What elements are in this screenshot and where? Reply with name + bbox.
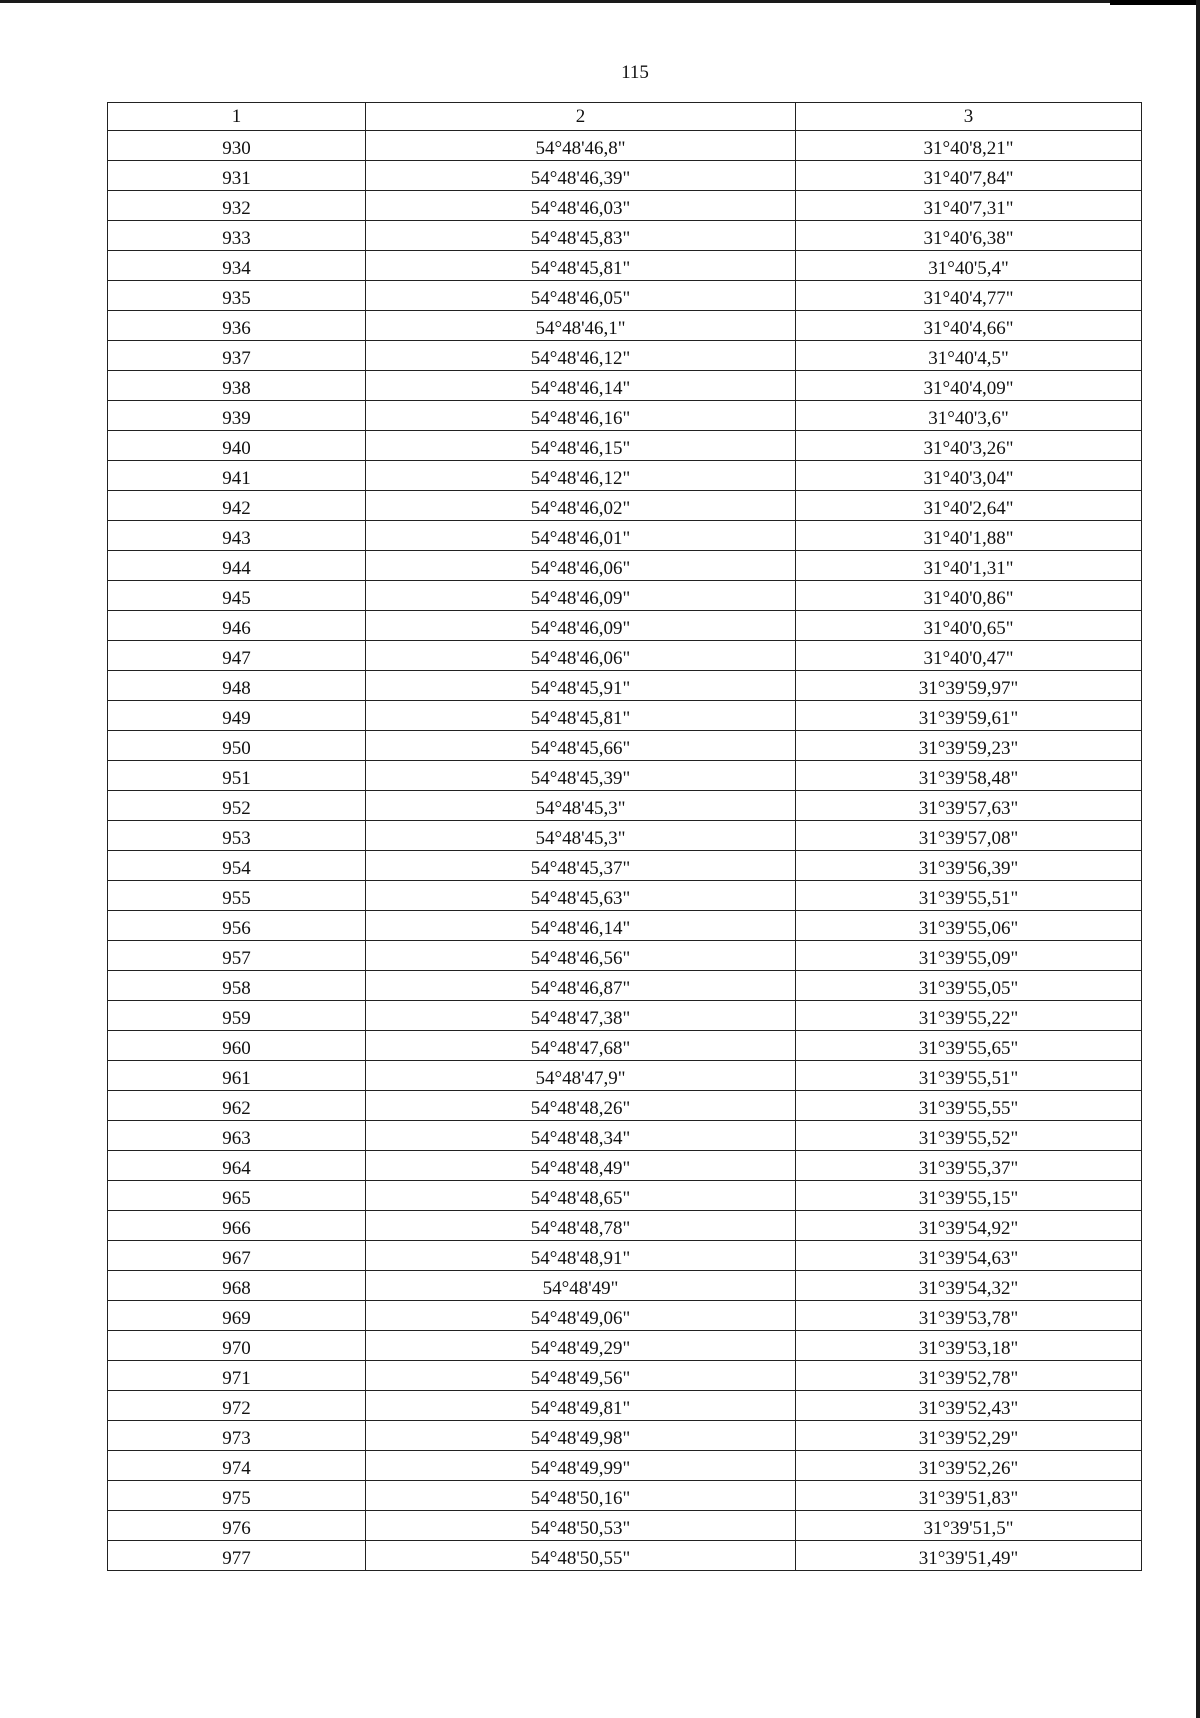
point-number-cell: 955	[108, 881, 366, 911]
point-number-cell: 933	[108, 221, 366, 251]
latitude-cell: 54°48'50,53"	[366, 1511, 796, 1541]
latitude-cell: 54°48'46,12"	[366, 461, 796, 491]
point-number-cell: 960	[108, 1031, 366, 1061]
point-number-cell: 964	[108, 1151, 366, 1181]
longitude-cell: 31°40'0,47"	[796, 641, 1142, 671]
point-number-cell: 962	[108, 1091, 366, 1121]
longitude-cell: 31°39'55,09"	[796, 941, 1142, 971]
table-row	[108, 551, 1142, 581]
table-row	[108, 1451, 1142, 1481]
latitude-cell: 54°48'46,14"	[366, 911, 796, 941]
latitude-cell: 54°48'50,16"	[366, 1481, 796, 1511]
latitude-cell: 54°48'49,98"	[366, 1421, 796, 1451]
longitude-cell: 31°39'59,23"	[796, 731, 1142, 761]
longitude-cell: 31°39'54,92"	[796, 1211, 1142, 1241]
latitude-cell: 54°48'45,66"	[366, 731, 796, 761]
latitude-cell: 54°48'46,06"	[366, 641, 796, 671]
longitude-cell: 31°40'3,26"	[796, 431, 1142, 461]
latitude-cell: 54°48'49,29"	[366, 1331, 796, 1361]
table-row	[108, 611, 1142, 641]
latitude-cell: 54°48'45,37"	[366, 851, 796, 881]
point-number-cell: 970	[108, 1331, 366, 1361]
point-number-cell: 954	[108, 851, 366, 881]
table-row	[108, 941, 1142, 971]
longitude-cell: 31°40'1,88"	[796, 521, 1142, 551]
latitude-cell: 54°48'45,39"	[366, 761, 796, 791]
point-number-cell: 952	[108, 791, 366, 821]
point-number-cell: 969	[108, 1301, 366, 1331]
longitude-cell: 31°39'53,78"	[796, 1301, 1142, 1331]
latitude-cell: 54°48'46,8"	[366, 131, 796, 161]
latitude-cell: 54°48'46,01"	[366, 521, 796, 551]
latitude-cell: 54°48'46,1"	[366, 311, 796, 341]
longitude-cell: 31°40'8,21"	[796, 131, 1142, 161]
latitude-cell: 54°48'49"	[366, 1271, 796, 1301]
latitude-cell: 54°48'46,05"	[366, 281, 796, 311]
coordinates-table	[107, 102, 1142, 1571]
point-number-cell: 950	[108, 731, 366, 761]
table-row	[108, 431, 1142, 461]
table-row	[108, 971, 1142, 1001]
longitude-cell: 31°40'1,31"	[796, 551, 1142, 581]
column-header-longitude: 3	[796, 103, 1142, 131]
table-row	[108, 1181, 1142, 1211]
table-row	[108, 1391, 1142, 1421]
point-number-cell: 931	[108, 161, 366, 191]
latitude-cell: 54°48'46,09"	[366, 611, 796, 641]
latitude-cell: 54°48'48,78"	[366, 1211, 796, 1241]
longitude-cell: 31°39'55,15"	[796, 1181, 1142, 1211]
table-row	[108, 581, 1142, 611]
table-row	[108, 1061, 1142, 1091]
point-number-cell: 965	[108, 1181, 366, 1211]
column-header-latitude: 2	[366, 103, 796, 131]
latitude-cell: 54°48'49,06"	[366, 1301, 796, 1331]
longitude-cell: 31°39'54,63"	[796, 1241, 1142, 1271]
point-number-cell: 971	[108, 1361, 366, 1391]
point-number-cell: 936	[108, 311, 366, 341]
table-row	[108, 1151, 1142, 1181]
longitude-cell: 31°40'7,31"	[796, 191, 1142, 221]
point-number-cell: 973	[108, 1421, 366, 1451]
point-number-cell: 951	[108, 761, 366, 791]
longitude-cell: 31°40'5,4"	[796, 251, 1142, 281]
point-number-cell: 949	[108, 701, 366, 731]
point-number-cell: 961	[108, 1061, 366, 1091]
table-row	[108, 1541, 1142, 1571]
longitude-cell: 31°40'3,04"	[796, 461, 1142, 491]
longitude-cell: 31°40'0,86"	[796, 581, 1142, 611]
longitude-cell: 31°40'6,38"	[796, 221, 1142, 251]
point-number-cell: 945	[108, 581, 366, 611]
longitude-cell: 31°39'55,65"	[796, 1031, 1142, 1061]
longitude-cell: 31°40'4,5"	[796, 341, 1142, 371]
point-number-cell: 947	[108, 641, 366, 671]
latitude-cell: 54°48'46,16"	[366, 401, 796, 431]
point-number-cell: 953	[108, 821, 366, 851]
point-number-cell: 966	[108, 1211, 366, 1241]
latitude-cell: 54°48'45,3"	[366, 791, 796, 821]
latitude-cell: 54°48'46,14"	[366, 371, 796, 401]
latitude-cell: 54°48'45,3"	[366, 821, 796, 851]
table-row	[108, 851, 1142, 881]
table-row	[108, 251, 1142, 281]
table-row	[108, 1241, 1142, 1271]
longitude-cell: 31°39'55,37"	[796, 1151, 1142, 1181]
point-number-cell: 967	[108, 1241, 366, 1271]
table-row	[108, 191, 1142, 221]
column-header-point: 1	[108, 103, 366, 131]
table-body	[108, 131, 1142, 1571]
longitude-cell: 31°40'4,66"	[796, 311, 1142, 341]
point-number-cell: 937	[108, 341, 366, 371]
longitude-cell: 31°39'51,49"	[796, 1541, 1142, 1571]
longitude-cell: 31°39'56,39"	[796, 851, 1142, 881]
longitude-cell: 31°39'55,51"	[796, 881, 1142, 911]
latitude-cell: 54°48'46,02"	[366, 491, 796, 521]
table-row	[108, 1121, 1142, 1151]
longitude-cell: 31°39'59,61"	[796, 701, 1142, 731]
longitude-cell: 31°40'4,09"	[796, 371, 1142, 401]
latitude-cell: 54°48'48,49"	[366, 1151, 796, 1181]
table-row	[108, 1271, 1142, 1301]
latitude-cell: 54°48'49,81"	[366, 1391, 796, 1421]
table-row	[108, 131, 1142, 161]
longitude-cell: 31°39'57,63"	[796, 791, 1142, 821]
latitude-cell: 54°48'50,55"	[366, 1541, 796, 1571]
top-border-mark	[1110, 0, 1200, 5]
table-row	[108, 791, 1142, 821]
point-number-cell: 974	[108, 1451, 366, 1481]
latitude-cell: 54°48'46,12"	[366, 341, 796, 371]
point-number-cell: 972	[108, 1391, 366, 1421]
latitude-cell: 54°48'46,39"	[366, 161, 796, 191]
longitude-cell: 31°39'52,43"	[796, 1391, 1142, 1421]
point-number-cell: 963	[108, 1121, 366, 1151]
table-row	[108, 1331, 1142, 1361]
latitude-cell: 54°48'45,91"	[366, 671, 796, 701]
latitude-cell: 54°48'46,15"	[366, 431, 796, 461]
latitude-cell: 54°48'47,38"	[366, 1001, 796, 1031]
table-row	[108, 521, 1142, 551]
longitude-cell: 31°39'59,97"	[796, 671, 1142, 701]
latitude-cell: 54°48'48,91"	[366, 1241, 796, 1271]
point-number-cell: 958	[108, 971, 366, 1001]
longitude-cell: 31°39'55,06"	[796, 911, 1142, 941]
latitude-cell: 54°48'49,56"	[366, 1361, 796, 1391]
point-number-cell: 942	[108, 491, 366, 521]
table-row	[108, 161, 1142, 191]
table-row	[108, 461, 1142, 491]
longitude-cell: 31°40'0,65"	[796, 611, 1142, 641]
longitude-cell: 31°39'53,18"	[796, 1331, 1142, 1361]
longitude-cell: 31°39'51,5"	[796, 1511, 1142, 1541]
table-row	[108, 1421, 1142, 1451]
table-row	[108, 221, 1142, 251]
longitude-cell: 31°40'3,6"	[796, 401, 1142, 431]
latitude-cell: 54°48'46,87"	[366, 971, 796, 1001]
table-row	[108, 761, 1142, 791]
table-row	[108, 341, 1142, 371]
longitude-cell: 31°40'7,84"	[796, 161, 1142, 191]
longitude-cell: 31°39'52,78"	[796, 1361, 1142, 1391]
latitude-cell: 54°48'48,34"	[366, 1121, 796, 1151]
longitude-cell: 31°39'55,05"	[796, 971, 1142, 1001]
table-row	[108, 1001, 1142, 1031]
table-row	[108, 911, 1142, 941]
point-number-cell: 932	[108, 191, 366, 221]
latitude-cell: 54°48'45,81"	[366, 251, 796, 281]
latitude-cell: 54°48'45,63"	[366, 881, 796, 911]
table-row	[108, 641, 1142, 671]
latitude-cell: 54°48'47,68"	[366, 1031, 796, 1061]
point-number-cell: 941	[108, 461, 366, 491]
table-row	[108, 1481, 1142, 1511]
table-row	[108, 821, 1142, 851]
table-row	[108, 1361, 1142, 1391]
table-row	[108, 1211, 1142, 1241]
longitude-cell: 31°39'55,22"	[796, 1001, 1142, 1031]
right-border-line	[1196, 0, 1200, 1718]
point-number-cell: 956	[108, 911, 366, 941]
top-border-line	[0, 0, 1200, 3]
table-header-row	[108, 103, 1142, 131]
latitude-cell: 54°48'49,99"	[366, 1451, 796, 1481]
point-number-cell: 935	[108, 281, 366, 311]
longitude-cell: 31°39'55,51"	[796, 1061, 1142, 1091]
longitude-cell: 31°40'4,77"	[796, 281, 1142, 311]
point-number-cell: 944	[108, 551, 366, 581]
latitude-cell: 54°48'46,09"	[366, 581, 796, 611]
table-row	[108, 401, 1142, 431]
longitude-cell: 31°39'51,83"	[796, 1481, 1142, 1511]
latitude-cell: 54°48'46,56"	[366, 941, 796, 971]
longitude-cell: 31°39'52,26"	[796, 1451, 1142, 1481]
point-number-cell: 975	[108, 1481, 366, 1511]
table-row	[108, 701, 1142, 731]
table-row	[108, 671, 1142, 701]
point-number-cell: 957	[108, 941, 366, 971]
longitude-cell: 31°39'52,29"	[796, 1421, 1142, 1451]
point-number-cell: 977	[108, 1541, 366, 1571]
point-number-cell: 934	[108, 251, 366, 281]
table-row	[108, 1511, 1142, 1541]
point-number-cell: 948	[108, 671, 366, 701]
point-number-cell: 940	[108, 431, 366, 461]
point-number-cell: 959	[108, 1001, 366, 1031]
table-row	[108, 281, 1142, 311]
point-number-cell: 968	[108, 1271, 366, 1301]
longitude-cell: 31°39'57,08"	[796, 821, 1142, 851]
table-row	[108, 881, 1142, 911]
latitude-cell: 54°48'45,83"	[366, 221, 796, 251]
table-row	[108, 1091, 1142, 1121]
longitude-cell: 31°39'55,55"	[796, 1091, 1142, 1121]
latitude-cell: 54°48'45,81"	[366, 701, 796, 731]
latitude-cell: 54°48'48,65"	[366, 1181, 796, 1211]
table-row	[108, 491, 1142, 521]
longitude-cell: 31°39'54,32"	[796, 1271, 1142, 1301]
table-row	[108, 311, 1142, 341]
table-row	[108, 371, 1142, 401]
point-number-cell: 938	[108, 371, 366, 401]
table-row	[108, 1301, 1142, 1331]
latitude-cell: 54°48'47,9"	[366, 1061, 796, 1091]
latitude-cell: 54°48'48,26"	[366, 1091, 796, 1121]
latitude-cell: 54°48'46,06"	[366, 551, 796, 581]
longitude-cell: 31°39'58,48"	[796, 761, 1142, 791]
table-row	[108, 1031, 1142, 1061]
longitude-cell: 31°39'55,52"	[796, 1121, 1142, 1151]
point-number-cell: 946	[108, 611, 366, 641]
longitude-cell: 31°40'2,64"	[796, 491, 1142, 521]
point-number-cell: 939	[108, 401, 366, 431]
latitude-cell: 54°48'46,03"	[366, 191, 796, 221]
point-number-cell: 943	[108, 521, 366, 551]
point-number-cell: 976	[108, 1511, 366, 1541]
point-number-cell: 930	[108, 131, 366, 161]
page-number: 115	[621, 62, 649, 83]
table-row	[108, 731, 1142, 761]
